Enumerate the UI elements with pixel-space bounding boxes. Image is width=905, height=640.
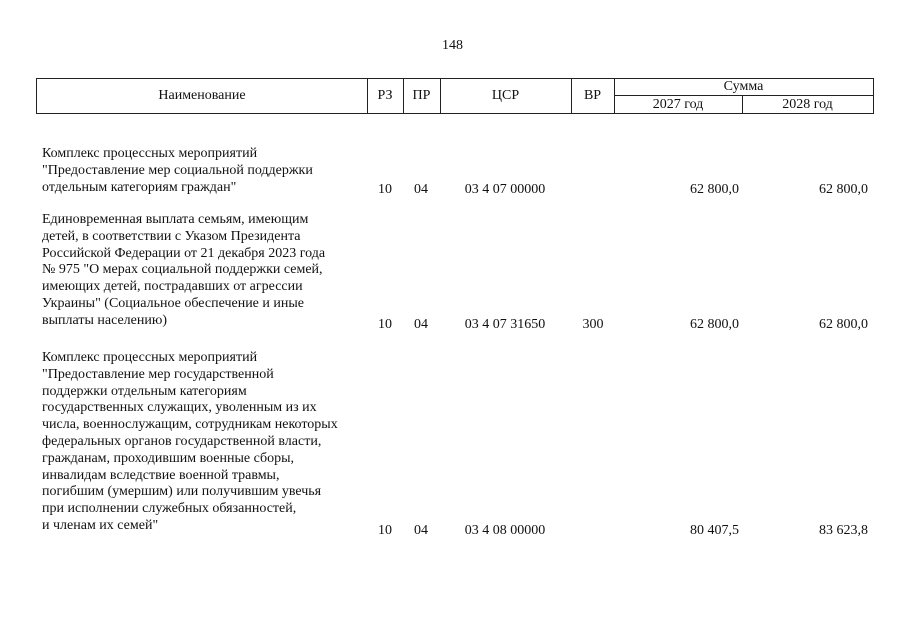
- row-csr: 03 4 08 00000: [464, 523, 546, 538]
- header-rz: РЗ: [377, 88, 393, 103]
- row-name: Комплекс процессных мероприятий "Предоставление мер социальной поддержки отдельным категориям граждан": [42, 146, 313, 195]
- row-pr: 04: [414, 317, 428, 332]
- page-number: 148: [442, 38, 463, 53]
- header-csr: ЦСР: [491, 88, 520, 103]
- row-sum-2028: 83 623,8: [819, 523, 868, 538]
- header-name: Наименование: [158, 88, 246, 103]
- header-sum: Сумма: [723, 79, 764, 94]
- row-pr: 04: [414, 523, 428, 538]
- row-vr: 300: [582, 317, 604, 332]
- row-pr: 04: [414, 182, 428, 197]
- header-right-border: [873, 78, 874, 113]
- row-sum-2027: 62 800,0: [690, 317, 739, 332]
- header-year-2028: 2028 год: [782, 97, 833, 112]
- header-pr: ПР: [412, 88, 431, 103]
- row-sum-2027: 62 800,0: [690, 182, 739, 197]
- sum-subheader-divider: [614, 95, 874, 96]
- row-sum-2028: 62 800,0: [819, 182, 868, 197]
- row-rz: 10: [378, 317, 392, 332]
- row-rz: 10: [378, 182, 392, 197]
- header-year-2027: 2027 год: [652, 97, 704, 112]
- row-sum-2027: 80 407,5: [690, 523, 739, 538]
- row-name: Комплекс процессных мероприятий "Предоставление мер государственной поддержки отдельным категориям государственных служащих, уволенным из их числа, военнослужащим, сотрудникам некоторых федеральных органов государственной власти, гражданам, проходившим военные сборы, инвалидам вследствие военной травмы, погибшим (умершим) или получившим увечья при исполнении служебных обязанностей, и членам их семей": [42, 350, 338, 533]
- row-csr: 03 4 07 00000: [464, 182, 546, 197]
- row-name: Единовременная выплата семьям, имеющим детей, в соответствии с Указом Президента Российской Федерации от 21 декабря 2023 года № 975 "О мерах социальной поддержки семей, имеющих детей, пострадавших от агрессии Украины" (Социальное обеспечение и иные выплаты населению): [42, 212, 326, 328]
- row-rz: 10: [378, 523, 392, 538]
- header-vr: ВР: [583, 88, 602, 103]
- header-bottom-border: [36, 113, 874, 114]
- row-sum-2028: 62 800,0: [819, 317, 868, 332]
- row-csr: 03 4 07 31650: [464, 317, 546, 332]
